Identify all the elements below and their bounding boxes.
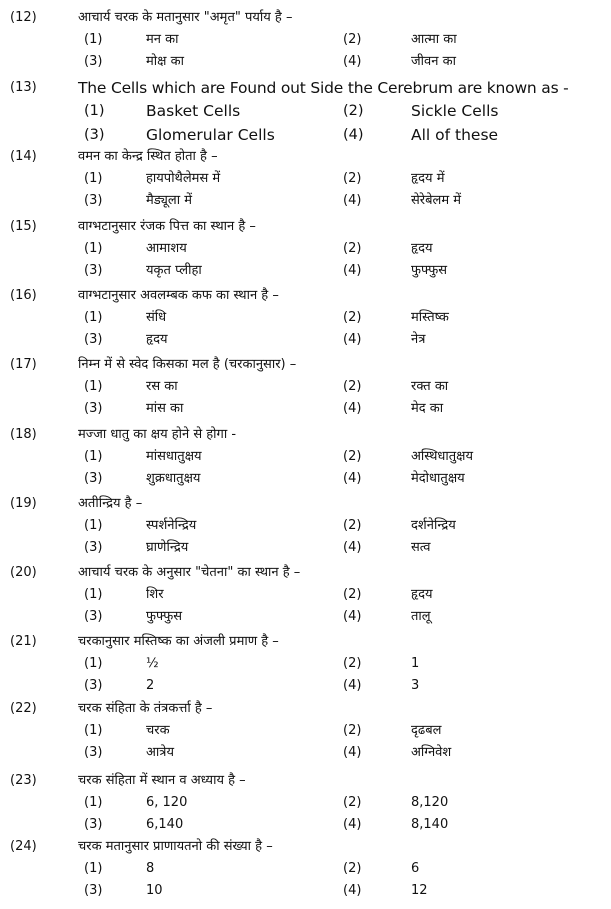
question-number: (16) [10,288,37,303]
question-line [0,286,611,308]
option-row [0,859,611,881]
question-line [0,837,611,859]
option-text: मांस का [146,401,184,416]
question-line [0,355,611,377]
option-text: फुफ्फुस [411,263,448,278]
option-number: (1) [84,449,103,464]
option-row [0,399,611,421]
option-text: घ्राणेन्द्रिय [146,540,189,555]
question-line [0,563,611,585]
option-text: आत्मा का [411,32,457,47]
option-text: हृदय [411,241,433,256]
option-row [0,330,611,352]
question-line [0,147,611,169]
option-number: (4) [343,263,362,278]
option-text: 1 [411,656,420,671]
option-row [0,881,611,903]
option-text: मांसधातुक्षय [146,449,202,464]
option-text: फुफ्फुस [146,609,183,624]
question-text: चरकानुसार मस्तिष्क का अंजली प्रमाण है – [78,634,279,649]
option-text: मोक्ष का [146,54,184,69]
option-number: (3) [84,193,103,208]
option-number: (1) [84,379,103,394]
option-number: (2) [343,587,362,602]
option-text: आत्रेय [146,745,175,760]
question-text: चरक संहिता के तंत्रकर्त्ता है – [78,701,213,716]
option-text: 6, 120 [146,795,188,810]
option-number: (3) [84,883,103,898]
option-text: रस का [146,379,178,394]
option-number: (2) [343,449,362,464]
option-number: (3) [84,678,103,693]
option-text: तालू [411,609,431,624]
option-number: (3) [84,332,103,347]
question-line [0,78,611,100]
option-number: (1) [84,861,103,876]
option-text: यकृत प्लीहा [146,263,202,278]
question-number: (13) [10,80,37,95]
option-number: (1) [84,518,103,533]
question-line [0,217,611,239]
option-text: शुक्रधातुक्षय [146,471,201,486]
option-number: (4) [343,678,362,693]
option-number: (1) [84,587,103,602]
option-text: दृढबल [411,723,442,738]
option-text: 8,140 [411,817,449,832]
option-row [0,654,611,676]
option-text: दर्शनेन्द्रिय [411,518,456,533]
option-text: हायपोथैलेमस में [146,171,221,186]
option-number: (3) [84,54,103,69]
option-text: नेत्र [411,332,426,347]
question-number: (19) [10,496,37,511]
option-number: (4) [343,127,364,143]
option-row [0,607,611,629]
question-line [0,632,611,654]
question-number: (14) [10,149,37,164]
option-row [0,447,611,469]
option-text: Basket Cells [146,102,241,120]
option-number: (3) [84,540,103,555]
option-number: (3) [84,471,103,486]
option-row [0,815,611,837]
question-number: (22) [10,701,37,716]
option-number: (3) [84,263,103,278]
option-row [0,793,611,815]
option-text: 6 [411,861,420,876]
option-number: (3) [84,817,103,832]
option-number: (2) [343,103,364,119]
option-text: 2 [146,678,155,693]
option-number: (3) [84,609,103,624]
option-number: (4) [343,193,362,208]
option-number: (2) [343,171,362,186]
option-text: मेद का [411,401,444,416]
question-number: (20) [10,565,37,580]
option-number: (4) [343,883,362,898]
option-row [0,743,611,765]
option-row [0,585,611,607]
question-number: (15) [10,219,37,234]
option-text: मस्तिष्क [411,310,449,325]
question-text: वमन का केन्द्र स्थित होता है – [78,149,218,164]
option-text: मन का [146,32,179,47]
option-number: (3) [84,401,103,416]
question-line [0,8,611,30]
option-text: मेदोधातुक्षय [411,471,465,486]
question-number: (18) [10,427,37,442]
question-line [0,771,611,793]
option-text: हृदय में [411,171,445,186]
option-text: हृदय [146,332,168,347]
option-number: (2) [343,241,362,256]
question-text: The Cells which are Found out Side the Cerebrum are known as - [78,79,569,97]
option-row [0,125,611,147]
option-text: अस्थिधातुक्षय [411,449,474,464]
option-number: (4) [343,471,362,486]
option-number: (1) [84,171,103,186]
option-number: (2) [343,656,362,671]
question-text: चरक संहिता में स्थान व अध्याय है – [78,773,246,788]
option-text: Glomerular Cells [146,126,275,144]
option-row [0,469,611,491]
option-row [0,261,611,283]
option-text: हृदय [411,587,433,602]
question-number: (24) [10,839,37,854]
option-number: (1) [84,310,103,325]
question-text: निम्न में से स्वेद किसका मल है (चरकानुसार) – [78,357,297,372]
option-text: शिर [146,587,164,602]
option-text: सेरेबेलम में [411,193,462,208]
option-number: (2) [343,795,362,810]
question-text: चरक मतानुसार प्राणायतनो की संख्या है – [78,839,273,854]
option-text: मैड्यूला में [146,193,192,208]
option-row [0,191,611,213]
option-number: (2) [343,379,362,394]
option-row [0,676,611,698]
option-number: (1) [84,656,103,671]
option-number: (2) [343,32,362,47]
option-number: (3) [84,745,103,760]
option-text: आमाशय [146,241,187,256]
question-number: (17) [10,357,37,372]
question-number: (12) [10,10,37,25]
option-row [0,377,611,399]
option-text: 3 [411,678,420,693]
option-text: सत्व [411,540,431,555]
option-text: 12 [411,883,428,898]
option-number: (2) [343,310,362,325]
option-text: अग्निवेश [411,745,452,760]
option-row [0,538,611,560]
option-row [0,721,611,743]
option-number: (1) [84,723,103,738]
question-text: आचार्य चरक के अनुसार "चेतना" का स्थान है – [78,565,301,580]
option-number: (4) [343,401,362,416]
option-text: 6,140 [146,817,184,832]
option-row [0,239,611,261]
option-number: (2) [343,861,362,876]
option-text: Sickle Cells [411,102,499,120]
option-text: ½ [146,656,159,671]
question-number: (23) [10,773,37,788]
option-text: संधि [146,310,167,325]
option-number: (4) [343,609,362,624]
option-number: (2) [343,723,362,738]
option-number: (4) [343,540,362,555]
option-row [0,516,611,538]
question-text: मज्जा धातु का क्षय होने से होगा - [78,427,237,442]
option-text: 8 [146,861,155,876]
option-number: (1) [84,795,103,810]
option-number: (4) [343,817,362,832]
question-number: (21) [10,634,37,649]
option-number: (1) [84,32,103,47]
question-line [0,425,611,447]
question-text: वाग्भटानुसार अवलम्बक कफ का स्थान है – [78,288,279,303]
option-row [0,169,611,191]
option-text: चरक [146,723,170,738]
question-line [0,494,611,516]
question-text: अतीन्द्रिय है – [78,496,143,511]
option-number: (4) [343,745,362,760]
option-number: (1) [84,103,105,119]
question-text: वाग्भटानुसार रंजक पित्त का स्थान है – [78,219,256,234]
option-row [0,52,611,74]
option-text: 10 [146,883,163,898]
option-text: स्पर्शनेन्द्रिय [146,518,197,533]
question-line [0,699,611,721]
option-text: All of these [411,126,499,144]
option-text: 8,120 [411,795,449,810]
option-number: (3) [84,127,105,143]
option-text: रक्त का [411,379,449,394]
option-number: (4) [343,332,362,347]
option-row [0,30,611,52]
option-text: जीवन का [411,54,456,69]
option-number: (1) [84,241,103,256]
option-number: (4) [343,54,362,69]
option-number: (2) [343,518,362,533]
option-row [0,101,611,123]
option-row [0,308,611,330]
question-text: आचार्य चरक के मतानुसार "अमृत" पर्याय है – [78,10,293,25]
